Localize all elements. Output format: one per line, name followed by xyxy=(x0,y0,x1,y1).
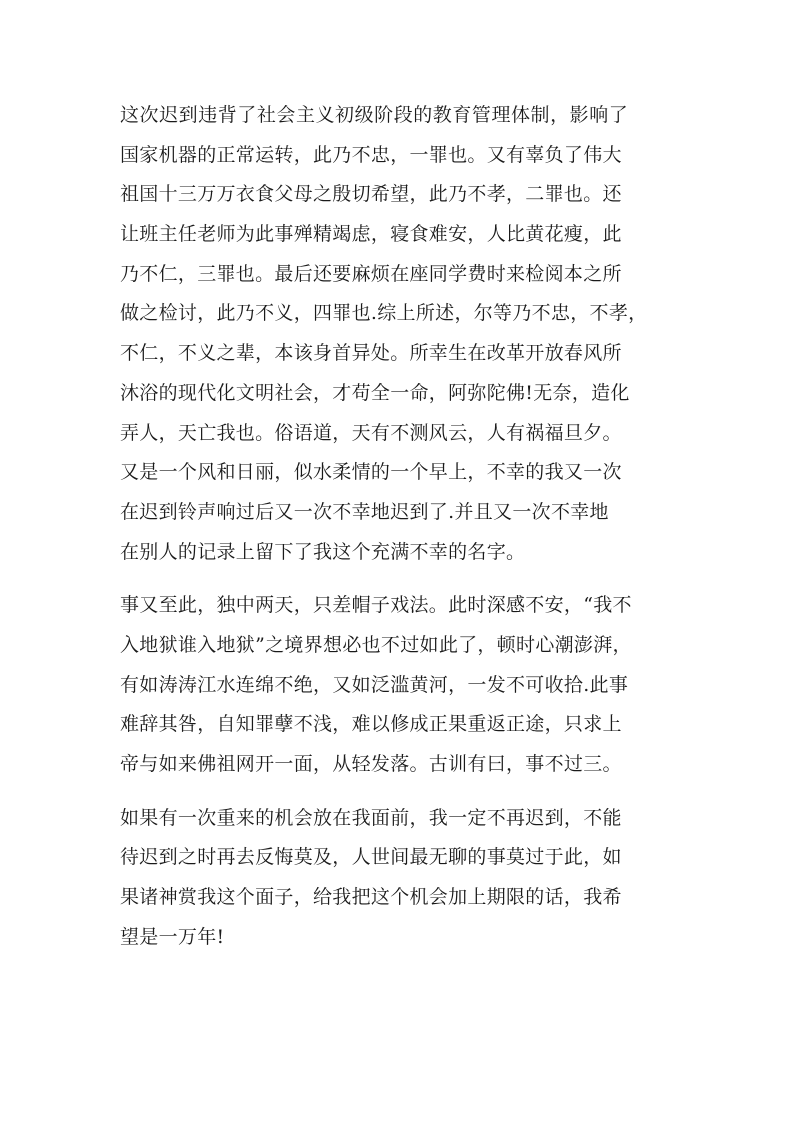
text-line: 望是一万年! xyxy=(120,925,225,948)
text-line: 又是一个风和日丽，似水柔情的一个早上，不幸的我又一次 xyxy=(120,461,622,484)
text-line: 不仁，不义之辈，本该身首异处。所幸生在改革开放春风所 xyxy=(120,342,622,365)
paragraph-3 xyxy=(120,799,690,958)
text-line: 国家机器的正常运转，此乃不忠，一罪也。又有辜负了伟大 xyxy=(120,143,622,166)
text-line: 待迟到之时再去反悔莫及，人世间最无聊的事莫过于此，如 xyxy=(120,846,622,869)
text-line: 做之检讨，此乃不义，四罪也.综上所述，尔等乃不忠，不孝， xyxy=(120,302,648,325)
text-line: 难辞其咎，自知罪孽不浅，难以修成正果重返正途，只求上 xyxy=(120,713,622,736)
text-line: 在迟到铃声响过后又一次不幸地迟到了.并且又一次不幸地 xyxy=(120,500,609,523)
paragraph-spacer xyxy=(120,785,690,799)
paragraph-2 xyxy=(120,586,690,784)
text-line: 让班主任老师为此事殚精竭虑，寝食难安，人比黄花瘦，此 xyxy=(120,223,622,246)
paragraph-spacer xyxy=(120,572,690,586)
text-line: 在别人的记录上留下了我这个充满不幸的名字。 xyxy=(120,540,526,563)
document-body xyxy=(120,96,690,957)
text-line: 乃不仁，三罪也。最后还要麻烦在座同学费时来检阅本之所 xyxy=(120,262,622,285)
text-line: 事又至此，独中两天，只差帽子戏法。此时深感不安，“我不 xyxy=(120,594,632,617)
text-line: 如果有一次重来的机会放在我面前，我一定不再迟到，不能 xyxy=(120,806,622,829)
text-line: 入地狱谁入地狱”之境界想必也不过如此了，顿时心潮澎湃， xyxy=(120,633,632,656)
text-line: 祖国十三万万衣食父母之殷切希望，此乃不孝，二罪也。还 xyxy=(120,183,622,206)
text-line: 沐浴的现代化文明社会，才苟全一命，阿弥陀佛!无奈，造化 xyxy=(120,381,630,404)
text-line: 果诸神赏我这个面子，给我把这个机会加上期限的话，我希 xyxy=(120,886,622,909)
paragraph-1 xyxy=(120,96,690,572)
text-line: 有如涛涛江水连绵不绝，又如泛滥黄河，一发不可收拾.此事 xyxy=(120,673,629,696)
text-line: 弄人，天亡我也。俗语道，天有不测风云，人有祸福旦夕。 xyxy=(120,421,622,444)
text-line: 这次迟到违背了社会主义初级阶段的教育管理体制，影响了 xyxy=(120,104,629,126)
text-line: 帝与如来佛祖网开一面，从轻发落。古训有曰，事不过三。 xyxy=(120,753,622,775)
